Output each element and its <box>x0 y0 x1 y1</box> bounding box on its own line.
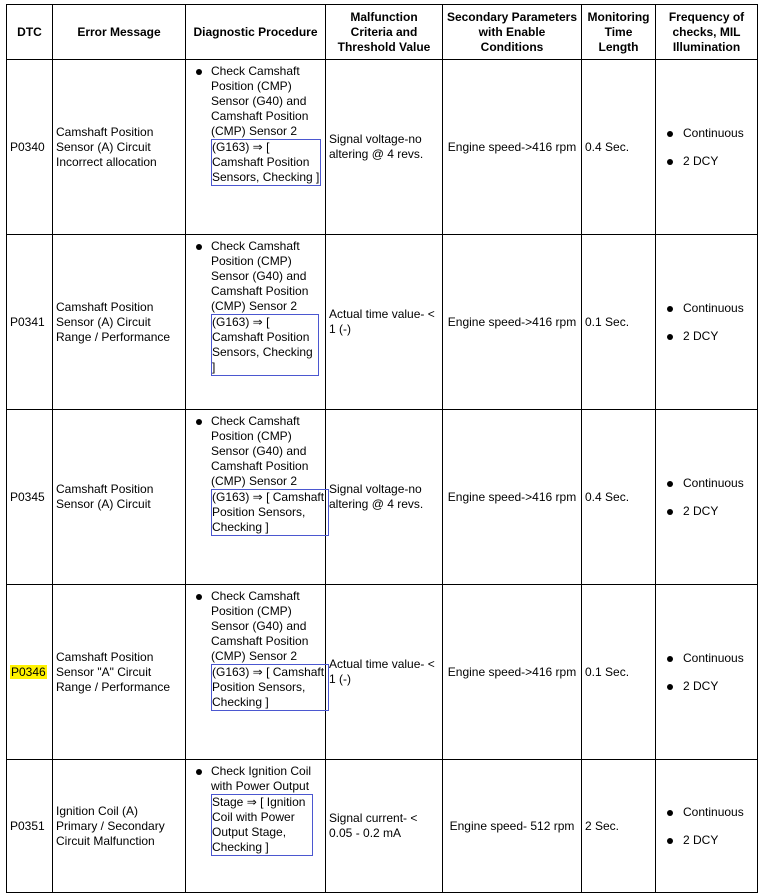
frequency-continuous: Continuous <box>683 125 744 140</box>
header-diagnostic-procedure: Diagnostic Procedure <box>186 5 326 60</box>
secondary-parameters: Engine speed->416 rpm <box>443 235 582 410</box>
table-row <box>7 585 758 760</box>
procedure-text: Check Camshaft Position (CMP) Sensor (G40) and Camshaft Position (CMP) Sensor 2 <box>211 589 309 663</box>
bullet-icon <box>667 838 673 844</box>
header-secondary-parameters: Secondary Parameters with Enable Conditions <box>443 5 582 60</box>
bullet-icon <box>667 306 673 312</box>
frequency-item <box>659 154 754 169</box>
frequency-dcy: 2 DCY <box>683 153 719 168</box>
dtc-code: P0340 <box>7 60 53 235</box>
monitoring-time: 0.4 Sec. <box>582 60 656 235</box>
monitoring-time: 0.4 Sec. <box>582 410 656 585</box>
procedure-link[interactable]: (G163) ⇒ [ Camshaft Position Sensors, Checking ] <box>211 664 329 711</box>
frequency-cell <box>656 235 758 410</box>
error-message: Camshaft Position Sensor (A) Circuit Range / Performance <box>53 235 186 410</box>
frequency-dcy: 2 DCY <box>683 678 719 693</box>
dtc-code: P0351 <box>7 760 53 893</box>
bullet-icon <box>667 810 673 816</box>
dtc-table <box>6 4 758 893</box>
bullet-icon <box>667 509 673 515</box>
bullet-icon <box>667 131 673 137</box>
table-row <box>7 760 758 893</box>
header-malfunction-criteria: Malfunction Criteria and Threshold Value <box>326 5 443 60</box>
frequency-continuous: Continuous <box>683 650 744 665</box>
dtc-code: P0346 <box>11 664 46 679</box>
malfunction-criteria: Actual time value- < 1 (-) <box>326 235 443 410</box>
header-row <box>7 5 758 60</box>
frequency-continuous: Continuous <box>683 300 744 315</box>
frequency-dcy: 2 DCY <box>683 328 719 343</box>
frequency-continuous: Continuous <box>683 475 744 490</box>
dtc-code-cell <box>7 585 53 760</box>
frequency-continuous: Continuous <box>683 804 744 819</box>
frequency-item <box>659 329 754 344</box>
dtc-code: P0345 <box>7 410 53 585</box>
bullet-icon <box>667 684 673 690</box>
bullet-icon <box>196 769 202 775</box>
frequency-item <box>659 679 754 694</box>
secondary-parameters: Engine speed->416 rpm <box>443 60 582 235</box>
frequency-cell <box>656 585 758 760</box>
bullet-icon <box>667 656 673 662</box>
monitoring-time: 0.1 Sec. <box>582 235 656 410</box>
diagnostic-procedure <box>186 410 326 585</box>
bullet-icon <box>196 594 202 600</box>
dtc-code: P0341 <box>7 235 53 410</box>
table-row <box>7 60 758 235</box>
header-frequency: Frequency of checks, MIL Illumination <box>656 5 758 60</box>
secondary-parameters: Engine speed- 512 rpm <box>443 760 582 893</box>
frequency-item <box>659 476 754 491</box>
frequency-dcy: 2 DCY <box>683 832 719 847</box>
malfunction-criteria: Actual time value- < 1 (-) <box>326 585 443 760</box>
malfunction-criteria: Signal current- < 0.05 - 0.2 mA <box>326 760 443 893</box>
malfunction-criteria: Signal voltage-no altering @ 4 revs. <box>326 410 443 585</box>
procedure-link[interactable]: Stage ⇒ [ Ignition Coil with Power Output Stage, Checking ] <box>211 794 313 856</box>
frequency-cell <box>656 760 758 893</box>
secondary-parameters: Engine speed->416 rpm <box>443 410 582 585</box>
error-message: Camshaft Position Sensor "A" Circuit Range / Performance <box>53 585 186 760</box>
bullet-icon <box>667 481 673 487</box>
procedure-text: Check Camshaft Position (CMP) Sensor (G40) and Camshaft Position (CMP) Sensor 2 <box>211 239 309 313</box>
procedure-item <box>192 64 319 186</box>
header-error-message: Error Message <box>53 5 186 60</box>
bullet-icon <box>196 244 202 250</box>
frequency-cell <box>656 410 758 585</box>
bullet-icon <box>196 69 202 75</box>
procedure-text: Check Camshaft Position (CMP) Sensor (G40) and Camshaft Position (CMP) Sensor 2 <box>211 64 309 138</box>
procedure-link[interactable]: (G163) ⇒ [ Camshaft Position Sensors, Checking ] <box>211 314 319 376</box>
diagnostic-procedure <box>186 760 326 893</box>
bullet-icon <box>196 419 202 425</box>
error-message: Ignition Coil (A) Primary / Secondary Circuit Malfunction <box>53 760 186 893</box>
frequency-item <box>659 504 754 519</box>
monitoring-time: 2 Sec. <box>582 760 656 893</box>
frequency-item <box>659 805 754 820</box>
procedure-item <box>192 764 319 856</box>
procedure-link[interactable]: (G163) ⇒ [ Camshaft Position Sensors, Checking ] <box>211 489 329 536</box>
bullet-icon <box>667 159 673 165</box>
malfunction-criteria: Signal voltage-no altering @ 4 revs. <box>326 60 443 235</box>
diagnostic-procedure <box>186 235 326 410</box>
procedure-item <box>192 239 319 376</box>
error-message: Camshaft Position Sensor (A) Circuit <box>53 410 186 585</box>
frequency-item <box>659 301 754 316</box>
procedure-item <box>192 589 325 711</box>
header-dtc: DTC <box>7 5 53 60</box>
frequency-item <box>659 651 754 666</box>
table-row <box>7 410 758 585</box>
monitoring-time: 0.1 Sec. <box>582 585 656 760</box>
table-row <box>7 235 758 410</box>
frequency-item <box>659 833 754 848</box>
bullet-icon <box>667 334 673 340</box>
frequency-cell <box>656 60 758 235</box>
header-monitoring-time: Monitoring Time Length <box>582 5 656 60</box>
procedure-text: Check Camshaft Position (CMP) Sensor (G40) and Camshaft Position (CMP) Sensor 2 <box>211 414 309 488</box>
procedure-item <box>192 414 325 536</box>
diagnostic-procedure <box>186 60 326 235</box>
frequency-item <box>659 126 754 141</box>
diagnostic-procedure <box>186 585 326 760</box>
procedure-link[interactable]: (G163) ⇒ [ Camshaft Position Sensors, Checking ] <box>212 140 320 184</box>
procedure-text: Check Ignition Coil with Power Output <box>211 764 312 793</box>
secondary-parameters: Engine speed->416 rpm <box>443 585 582 760</box>
error-message: Camshaft Position Sensor (A) Circuit Incorrect allocation <box>53 60 186 235</box>
frequency-dcy: 2 DCY <box>683 503 719 518</box>
